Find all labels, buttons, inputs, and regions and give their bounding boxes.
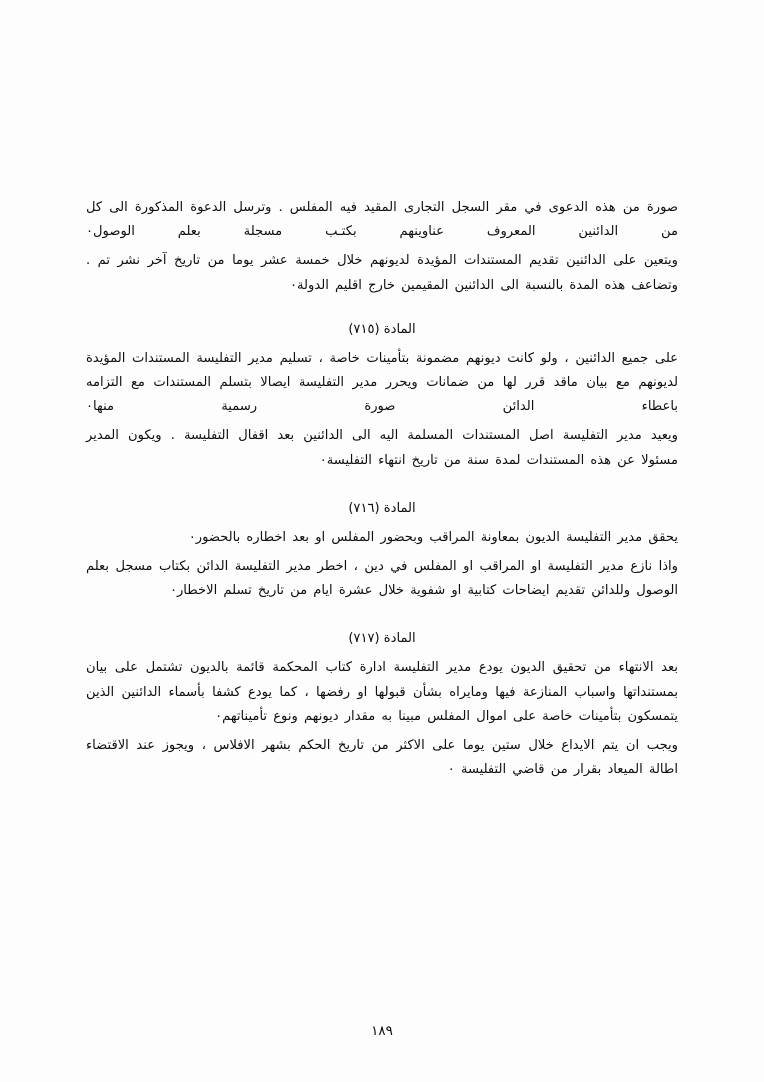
paragraph-3: على جميع الدائنين ، ولو كانت ديونهم مضمونة بتأمينات خاصة ، تسليم مدير التفليسة المستندات المؤيدة لديونهم مع بيان ماقد قرر لها من ضمانات ويحرر مدير التفليسة ايصالا بتسلم المستندات مع التزامه باعطاء الدائن صورة رسمية منها٠ [86,350,678,415]
paragraph-7: بعد الانتهاء من تحقيق الديون يودع مدير التفليسة ادارة كتاب المحكمة قائمة بالديون تشتمل على بيان بمستنداتها واسباب المنازعة فيها ومايراه بشأن قبولها او رفضها ، كما يودع كشفا بأسماء الدائنين الذين يتمسكون بتأمينات خاصة على اموال المفلس مبينا به مقدار ديونهم ونوع تأميناتهم٠ [86,660,678,724]
spacer [86,603,678,627]
paragraph-2: ويتعين على الدائنين تقديم المستندات المؤيدة لديونهم خلال خمسة عشر يوما من تاريخ آخر نشر تم . وتضاعف هذه المدة بالنسبة الى الدائنين المقيمين خارج اقليم الدولة٠ [86,253,678,293]
paragraph-8: ويجب ان يتم الايداع خلال ستين يوما على الاكثر من تاريخ الحكم بشهر الافلاس ، ويجوز عند الاقتضاء اطالة الميعاد بقرار من قاضي التفليسة ٠ [86,738,678,778]
paragraph-1: صورة من هذه الدعوى في مقر السجل التجارى المقيد فيه المفلس . وترسل الدعوة المذكورة الى كل من الدائنين المعروف عناوينهم بكتـب مسجلة بعلم الوصول٠ [86,200,678,240]
page-body [86,196,678,782]
article-heading-717: المادة (٧١٧) [348,631,416,647]
spacer [86,473,678,497]
article-heading-716: المادة (٧١٦) [348,500,416,516]
page-number: ١٨٩ [371,1023,393,1039]
spacer [86,298,678,318]
paragraph-5: يحقق مدير التفليسة الديون بمعاونة المراقب وبحضور المفلس او بعد اخطاره بالحضور٠ [188,529,678,545]
article-heading-715: المادة (٧١٥) [348,321,416,337]
paragraph-6: واذا نازع مدير التفليسة او المراقب او المفلس في دين ، اخطر مدير التفليسة الدائن بكتاب مسجل بعلم الوصول وللدائن تقديم ايضاحات كتابية او شفوية خلال عشرة ايام من تاريخ تسلم الاخطار٠ [86,559,678,599]
paragraph-4: ويعيد مدير التفليسة اصل المستندات المسلمة اليه الى الدائنين بعد اقفال التفليسة . ويكون المدير مسئولا عن هذه المستندات لمدة سنة من تاريخ انتهاء التفليسة٠ [86,428,678,468]
